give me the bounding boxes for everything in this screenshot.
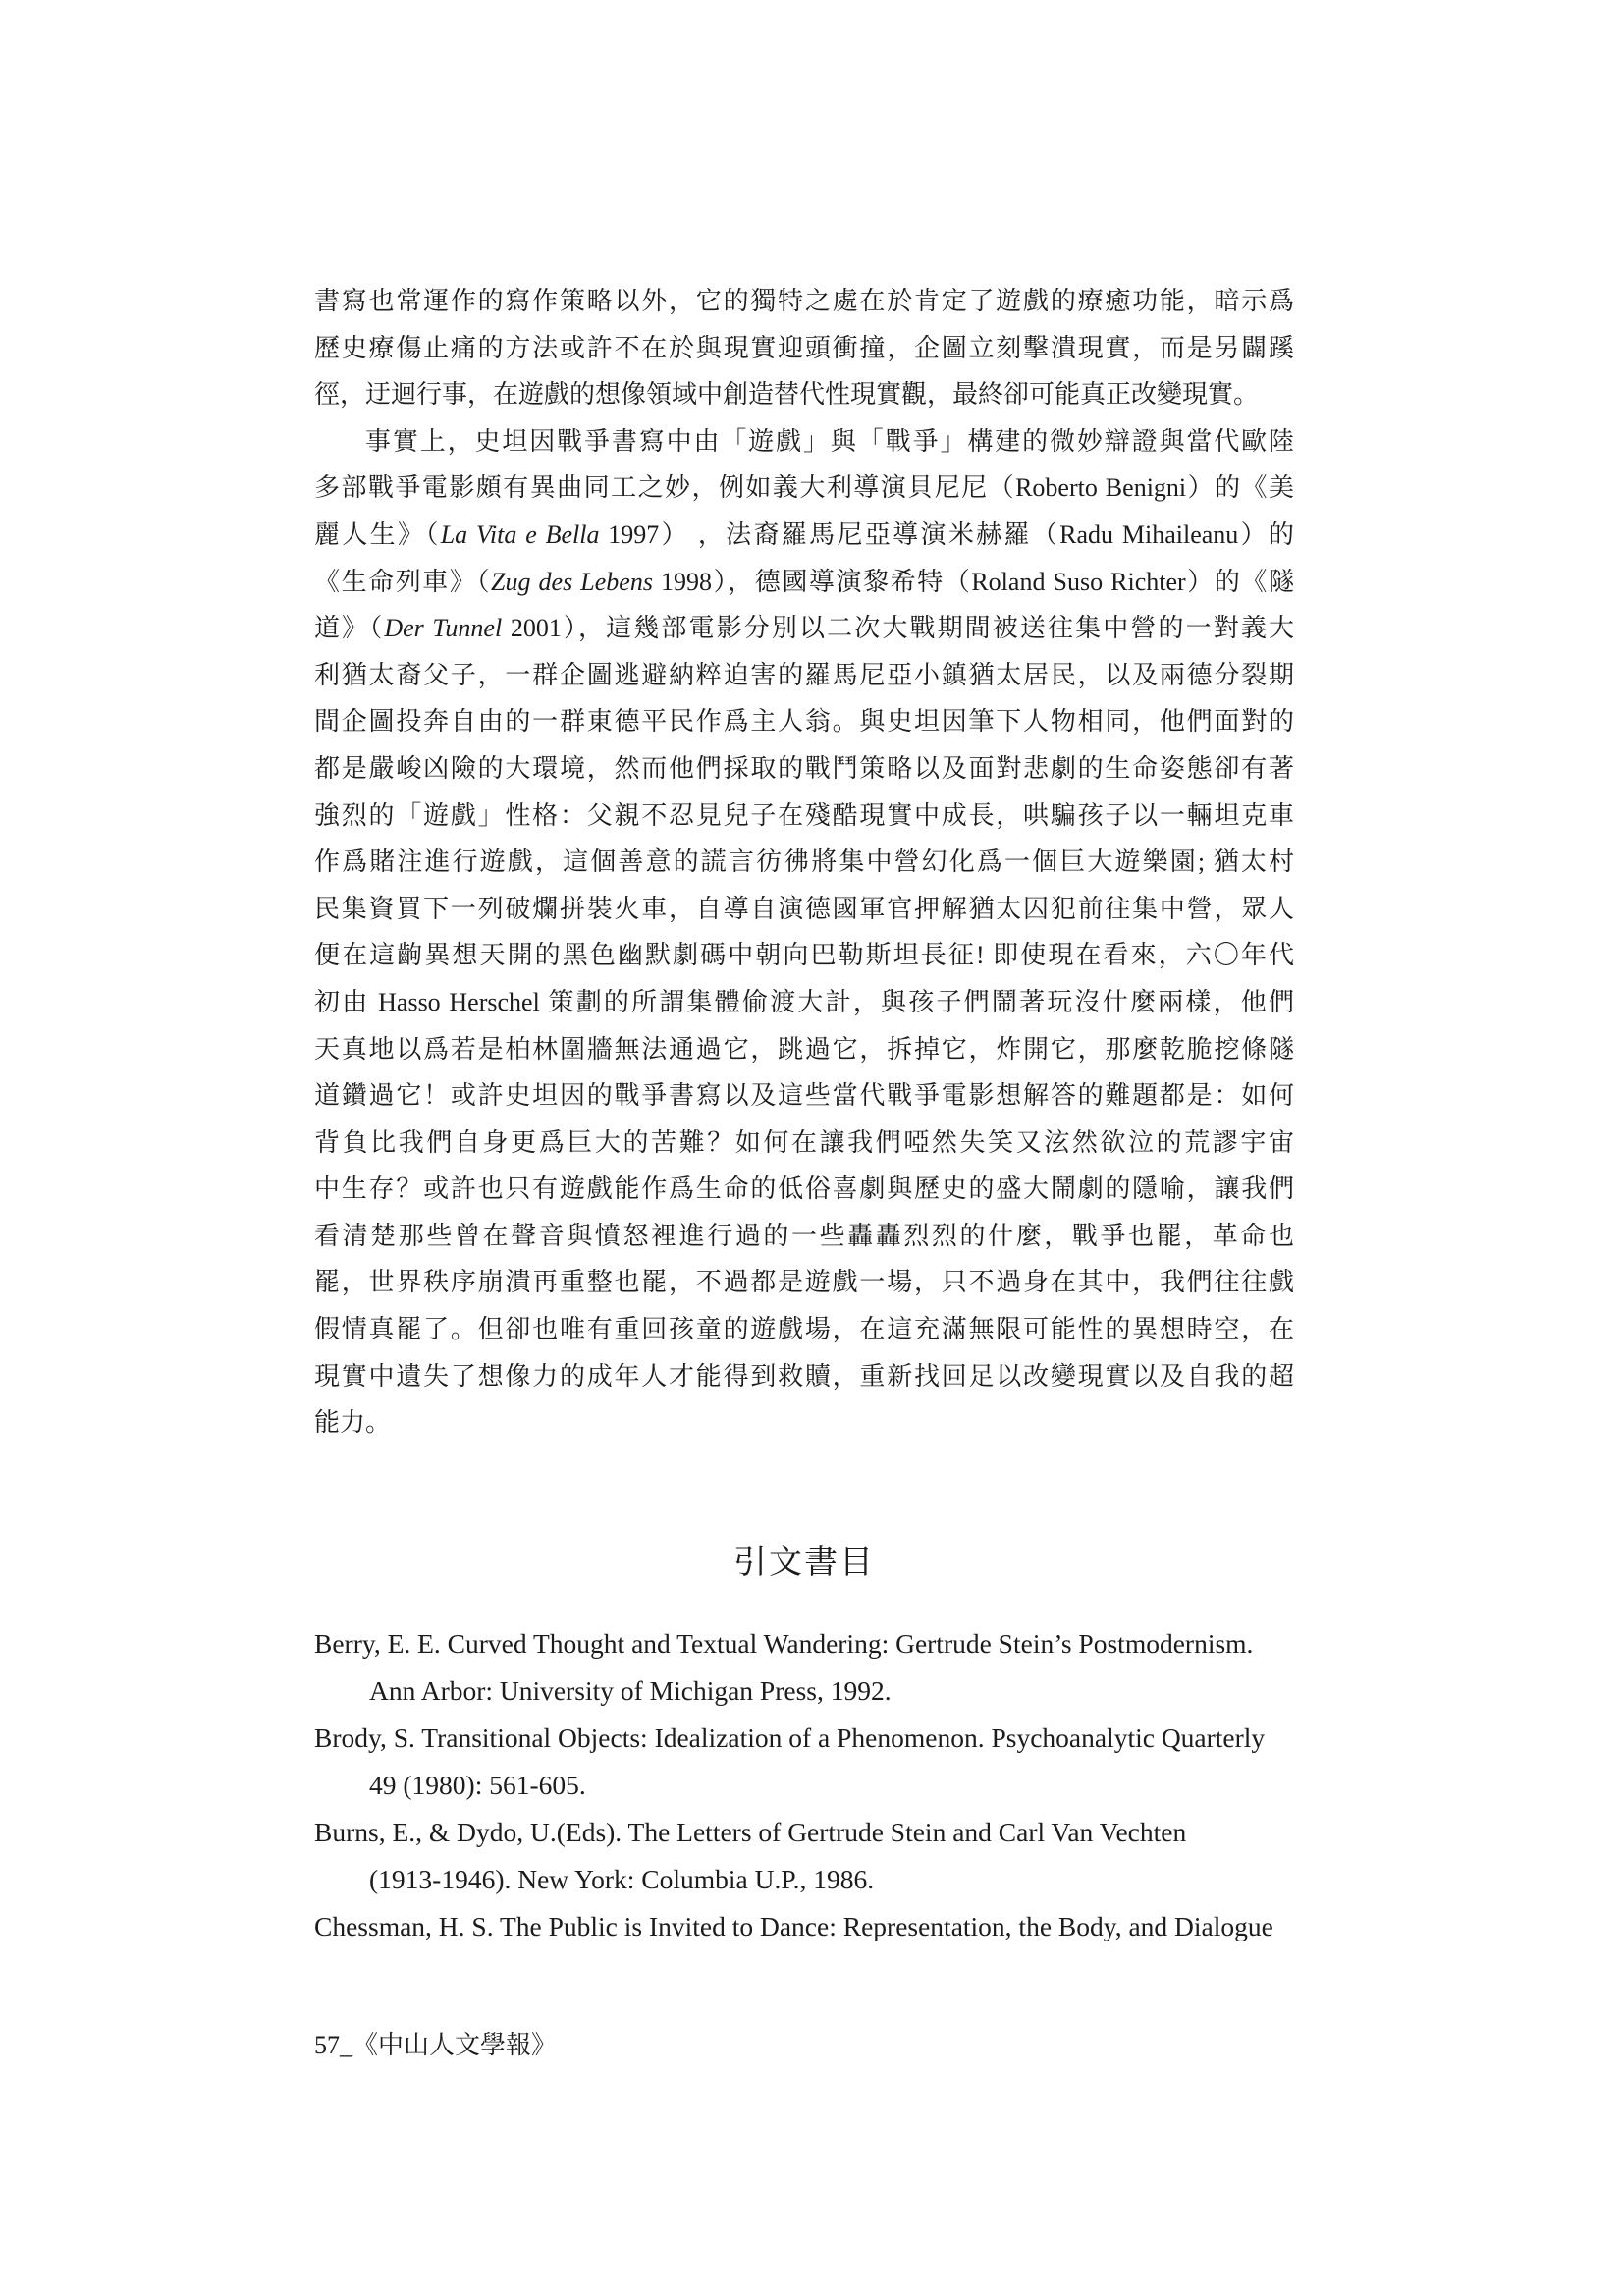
bibliography-heading: 引文書目	[733, 1545, 875, 1581]
text-segment: 看清楚那些曾在聲音與憤怒裡進行過的一些轟轟烈烈的什麼，戰爭也罷，革命也	[314, 1221, 1294, 1250]
text-line	[314, 559, 1294, 606]
italic-film-title: Zug des Lebens	[491, 567, 653, 596]
text-segment: 天真地以爲若是柏林圍牆無法通過它，跳過它，拆掉它，炸開它，那麼乾脆挖條隧	[314, 1034, 1294, 1064]
text-segment: 便在這齣異想天開的黑色幽默劇碼中朝向巴勒斯坦長征! 即使現在看來，六〇年代	[314, 941, 1294, 970]
text-segment: 背負比我們自身更爲巨大的苦難？如何在讓我們啞然失笑又泫然欲泣的荒謬宇宙	[314, 1127, 1294, 1157]
text-line	[314, 979, 1294, 1026]
paragraph	[314, 278, 1294, 418]
text-segment: 都是嚴峻凶險的大環境，然而他們採取的戰鬥策略以及面對悲劇的生命姿態卻有著	[314, 753, 1294, 783]
bibliography-entry	[314, 1809, 1335, 1903]
text-segment: 《生命列車》（	[314, 567, 492, 596]
paragraph	[314, 418, 1294, 1447]
text-segment: 歷史療傷止痛的方法或許不在於與現實迎頭衝撞，企圖立刻擊潰現實，而是另闢蹊	[314, 333, 1294, 362]
text-segment: 1998），德國導演黎希特（Roland Suso Richter）的《隧	[652, 567, 1294, 596]
text-segment: 徑，迂迴行事，在遊戲的想像領域中創造替代性現實觀，最終卻可能真正改變現實。	[314, 380, 1260, 410]
text-line	[314, 652, 1294, 699]
bibliography-line: Chessman, H. S. The Public is Invited to Dance: Representation, the Body, and Dialogue	[314, 1911, 1273, 1941]
text-line	[314, 1399, 1294, 1447]
text-segment: 利猶太裔父子，一群企圖逃避納粹迫害的羅馬尼亞小鎮猶太居民，以及兩德分裂期	[314, 660, 1294, 689]
text-line	[314, 418, 1294, 465]
text-line	[314, 839, 1294, 886]
text-line	[314, 465, 1294, 512]
text-segment: 強烈的「遊戲」性格：父親不忍見兒子在殘酷現實中成長，哄騙孩子以一輛坦克車	[314, 800, 1294, 830]
text-segment: 現實中遺失了想像力的成年人才能得到救贖，重新找回足以改變現實以及自我的超	[314, 1361, 1294, 1391]
text-segment: 中生存？或許也只有遊戲能作爲生命的低俗喜劇與歷史的盛大鬧劇的隱喻，讓我們	[314, 1175, 1294, 1204]
text-line	[314, 1353, 1294, 1400]
text-line	[314, 886, 1294, 933]
text-line	[314, 605, 1294, 652]
text-segment: 能力。	[314, 1408, 392, 1438]
text-line	[314, 325, 1294, 372]
bibliography-line: Brody, S. Transitional Objects: Idealization of a Phenomenon. Psychoanalytic Quarterly	[314, 1722, 1266, 1753]
text-segment: 麗人生》（	[314, 519, 441, 549]
text-segment: 道鑽過它！或許史坦因的戰爭書寫以及這些當代戰爭電影想解答的難題都是：如何	[314, 1081, 1294, 1111]
text-segment: 罷，世界秩序崩潰再重整也罷，不過都是遊戲一場，只不過身在其中，我們往往戲	[314, 1268, 1294, 1297]
page-footer: 57_《中山人文學報》	[314, 2031, 558, 2059]
text-line	[314, 1120, 1294, 1167]
bibliography-entry	[314, 1903, 1335, 1950]
text-line	[314, 1259, 1294, 1306]
text-segment: 道》（	[314, 614, 385, 643]
text-segment: 1997） ，法裔羅馬尼亞導演米赫羅（Radu Mihaileanu）的	[599, 519, 1294, 549]
italic-film-title: Der Tunnel	[384, 614, 503, 643]
bibliography-line: 49 (1980): 561-605.	[369, 1770, 586, 1800]
text-segment: 多部戰爭電影頗有異曲同工之妙，例如義大利導演貝尼尼（Roberto Benigni）的《美	[314, 473, 1294, 503]
text-segment: 事實上，史坦因戰爭書寫中由「遊戲」與「戰爭」構建的微妙辯證與當代歐陸	[365, 426, 1294, 456]
text-segment: 初由 Hasso Herschel 策劃的所謂集體偷渡大計，與孩子們鬧著玩沒什麼兩樣，他們	[314, 987, 1294, 1016]
text-line	[314, 278, 1294, 325]
text-line	[314, 1213, 1294, 1260]
text-line	[314, 793, 1294, 840]
text-segment: 書寫也常運作的寫作策略以外，它的獨特之處在於肯定了遊戲的療癒功能，暗示爲	[314, 287, 1294, 315]
text-line	[314, 1166, 1294, 1213]
text-line	[314, 745, 1294, 793]
text-line	[314, 371, 1294, 418]
bibliography-line: (1913-1946). New York: Columbia U.P., 1986.	[369, 1864, 875, 1894]
text-segment: 假情真罷了。但卻也唯有重回孩童的遊戲場，在這充滿無限可能性的異想時空，在	[314, 1315, 1294, 1344]
bibliography-entry	[314, 1620, 1335, 1715]
text-line	[314, 1072, 1294, 1120]
bibliography-line: Burns, E., & Dydo, U.(Eds). The Letters of Gertrude Stein and Carl Van Vechten	[314, 1817, 1187, 1847]
text-line	[314, 1026, 1294, 1073]
body-text	[314, 278, 1294, 1447]
text-segment: 2001），這幾部電影分別以二次大戰期間被送往集中營的一對義大	[502, 614, 1294, 643]
text-segment: 間企圖投奔自由的一群東德平民作爲主人翁。與史坦因筆下人物相同，他們面對的	[314, 707, 1294, 737]
bibliography-line: Ann Arbor: University of Michigan Press, 1992.	[369, 1675, 892, 1706]
text-line	[314, 698, 1294, 745]
text-line	[314, 512, 1294, 559]
text-line	[314, 1306, 1294, 1353]
text-segment: 作爲賭注進行遊戲，這個善意的謊言彷彿將集中營幻化爲一個巨大遊樂園; 猶太村	[314, 847, 1294, 877]
bibliography-entry	[314, 1715, 1335, 1809]
bibliography-line: Berry, E. E. Curved Thought and Textual Wandering: Gertrude Stein’s Postmodernism.	[314, 1628, 1254, 1659]
bibliography-list	[314, 1620, 1335, 1950]
italic-film-title: La Vita e Bella	[440, 519, 600, 549]
text-line	[314, 932, 1294, 979]
text-segment: 民集資買下一列破爛拼裝火車，自導自演德國軍官押解猶太囚犯前往集中營，眾人	[314, 894, 1294, 923]
